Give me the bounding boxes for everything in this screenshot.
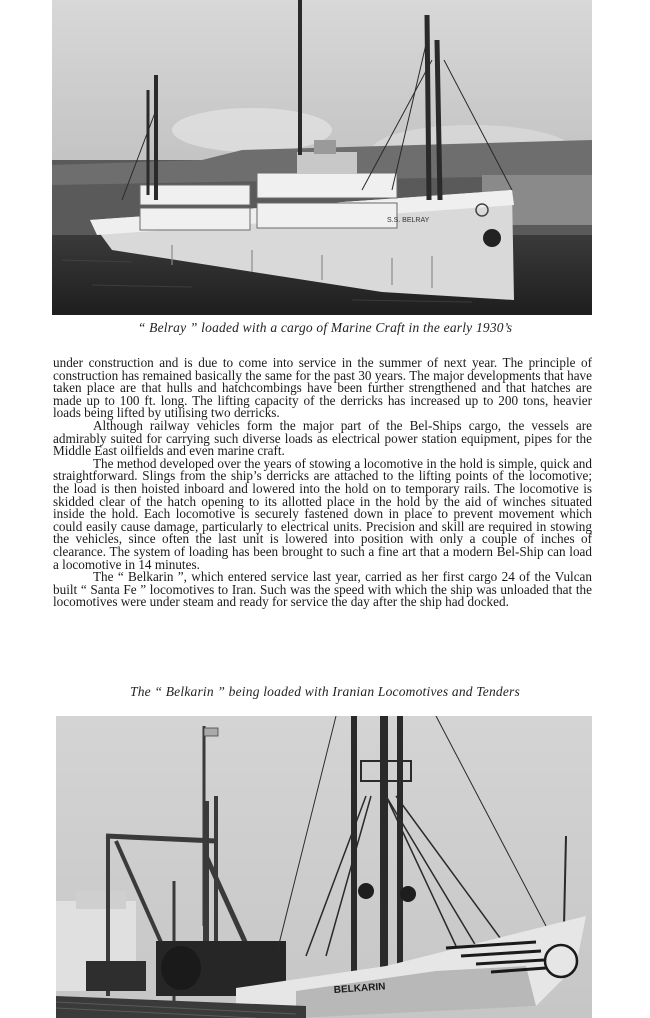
paragraph-4: The “ Belkarin ”, which entered service last year, carried as her first cargo 24 of the Vulcan built “ Santa Fe ” locomotives to Iran. Such was the speed with which the ship was unloaded that the locomotives were under steam and ready for service the day after the ship had docked.	[53, 569, 592, 610]
hull-name-marking: S.S. BELRAY	[387, 217, 430, 224]
ship-photo-illustration	[56, 716, 592, 1018]
photo-belray-marine-craft	[52, 0, 592, 315]
hull-name-marking: BELKARIN	[333, 981, 386, 996]
paragraph-1: under construction and is due to come into service in the summer of next year. The principle of construction has remained basically the same for the past 30 years. The major developments that have taken place are that hulls and hatchcombings have been further strengthened and that hatches are made up to 100 ft. long. The lifting capacity of the derricks has increased up to 200 tons, heavier loads being lifted by utilising two derricks.	[53, 355, 592, 421]
ship-photo-illustration	[52, 0, 592, 315]
paragraph-2: Although railway vehicles form the major part of the Bel-Ships cargo, the vessels are admirably suited for carrying such diverse loads as electrical power station equipment, pipes for the Middle East oilfields and even marine craft.	[53, 417, 592, 459]
article-body	[53, 357, 592, 609]
photo-belkarin-loading	[56, 716, 592, 1018]
photo-caption-top: “ Belray ” loaded with a cargo of Marine Craft in the early 1930’s	[137, 320, 513, 335]
photo-caption-bottom: The “ Belkarin ” being loaded with Iranian Locomotives and Tenders	[130, 684, 520, 699]
paragraph-3: The method developed over the years of stowing a locomotive in the hold is simple, quick and straightforward. Slings from the ship’s derricks are attached to the lifting points of the locomotive; the load is then hoisted inboard and lowered into the hold on to temporary rails. The locomotive is skidded clear of the hatch opening to its allotted place in the hold by the aid of winches situated inside the hold. Each locomotive is securely fastened down in place to prevent movement which could easily cause damage, particularly to electrical units. Precision and skill are required in stowing the vehicles, since often the last unit is lowered into position with only a couple of inches of clearance. The system of loading has been brought to such a fine art that a modern Bel-Ship can load a locomotive in 14 minutes.	[53, 455, 592, 572]
